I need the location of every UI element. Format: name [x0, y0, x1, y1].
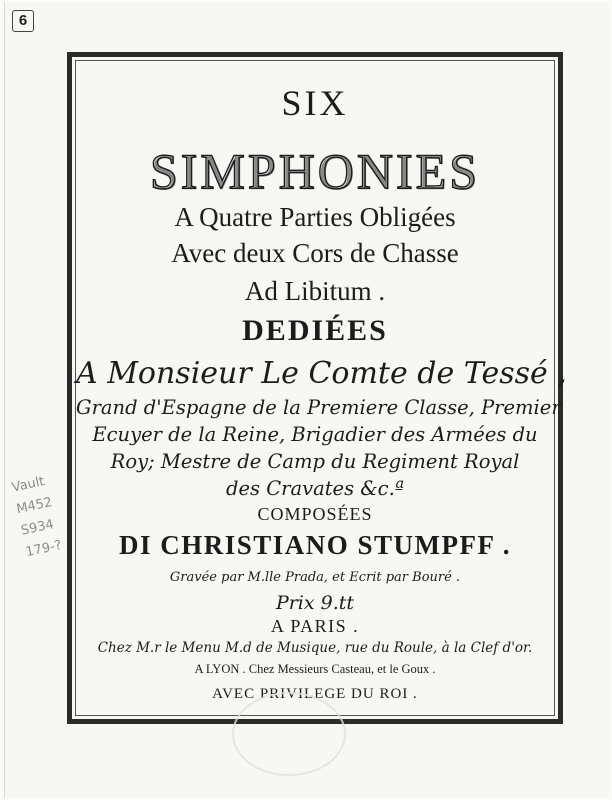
- price: Prix 9.tt: [275, 592, 355, 614]
- subtitle-horns: Avec deux Cors de Chasse: [171, 238, 459, 268]
- title-page-content: [76, 60, 567, 714]
- composed-label: COMPOSÉES: [257, 504, 373, 524]
- lyon-seller: A LYON . Chez Messieurs Casteau, et le Goux .: [194, 662, 436, 676]
- library-stamp-mark: [232, 692, 346, 776]
- publisher-city: A PARIS .: [270, 616, 360, 636]
- title-six: SIX: [281, 83, 349, 123]
- dedicatee-title-line: Grand d'Espagne de la Premiere Classe, Premier: [76, 396, 561, 419]
- dedicatee-title-line: des Cravates &c.ª: [225, 477, 405, 500]
- dedicatee-title-line: Ecuyer de la Reine, Brigadier des Armées du: [92, 423, 538, 446]
- composer-name: DI CHRISTIANO STUMPFF .: [118, 530, 512, 560]
- engraver-credit: Gravée par M.lle Prada, et Ecrit par Bouré .: [169, 570, 461, 585]
- royal-privilege: AVEC PRIVILEGE DU ROI .: [212, 686, 418, 702]
- pencil-note: M452: [15, 494, 54, 518]
- dedicatee-name: A Monsieur Le Comte de Tessé ,: [76, 356, 567, 391]
- pencil-note: Vault: [10, 474, 46, 496]
- subtitle-parts: A Quatre Parties Obligées: [174, 202, 456, 232]
- publisher-address: Chez M.r le Menu M.d de Musique, rue du Roule, à la Clef d'or.: [97, 640, 533, 656]
- pencil-note: S934: [19, 517, 56, 539]
- subtitle-ad-libitum: Ad Libitum .: [244, 276, 386, 306]
- title-simphonies: SIMPHONIES: [149, 143, 481, 199]
- dedication-heading: DEDIÉES: [242, 314, 388, 347]
- dedicatee-title-line: Roy; Mestre de Camp du Regiment Royal: [110, 450, 520, 473]
- pencil-note: 179-?: [24, 537, 64, 561]
- page-number-box: 6: [12, 10, 34, 32]
